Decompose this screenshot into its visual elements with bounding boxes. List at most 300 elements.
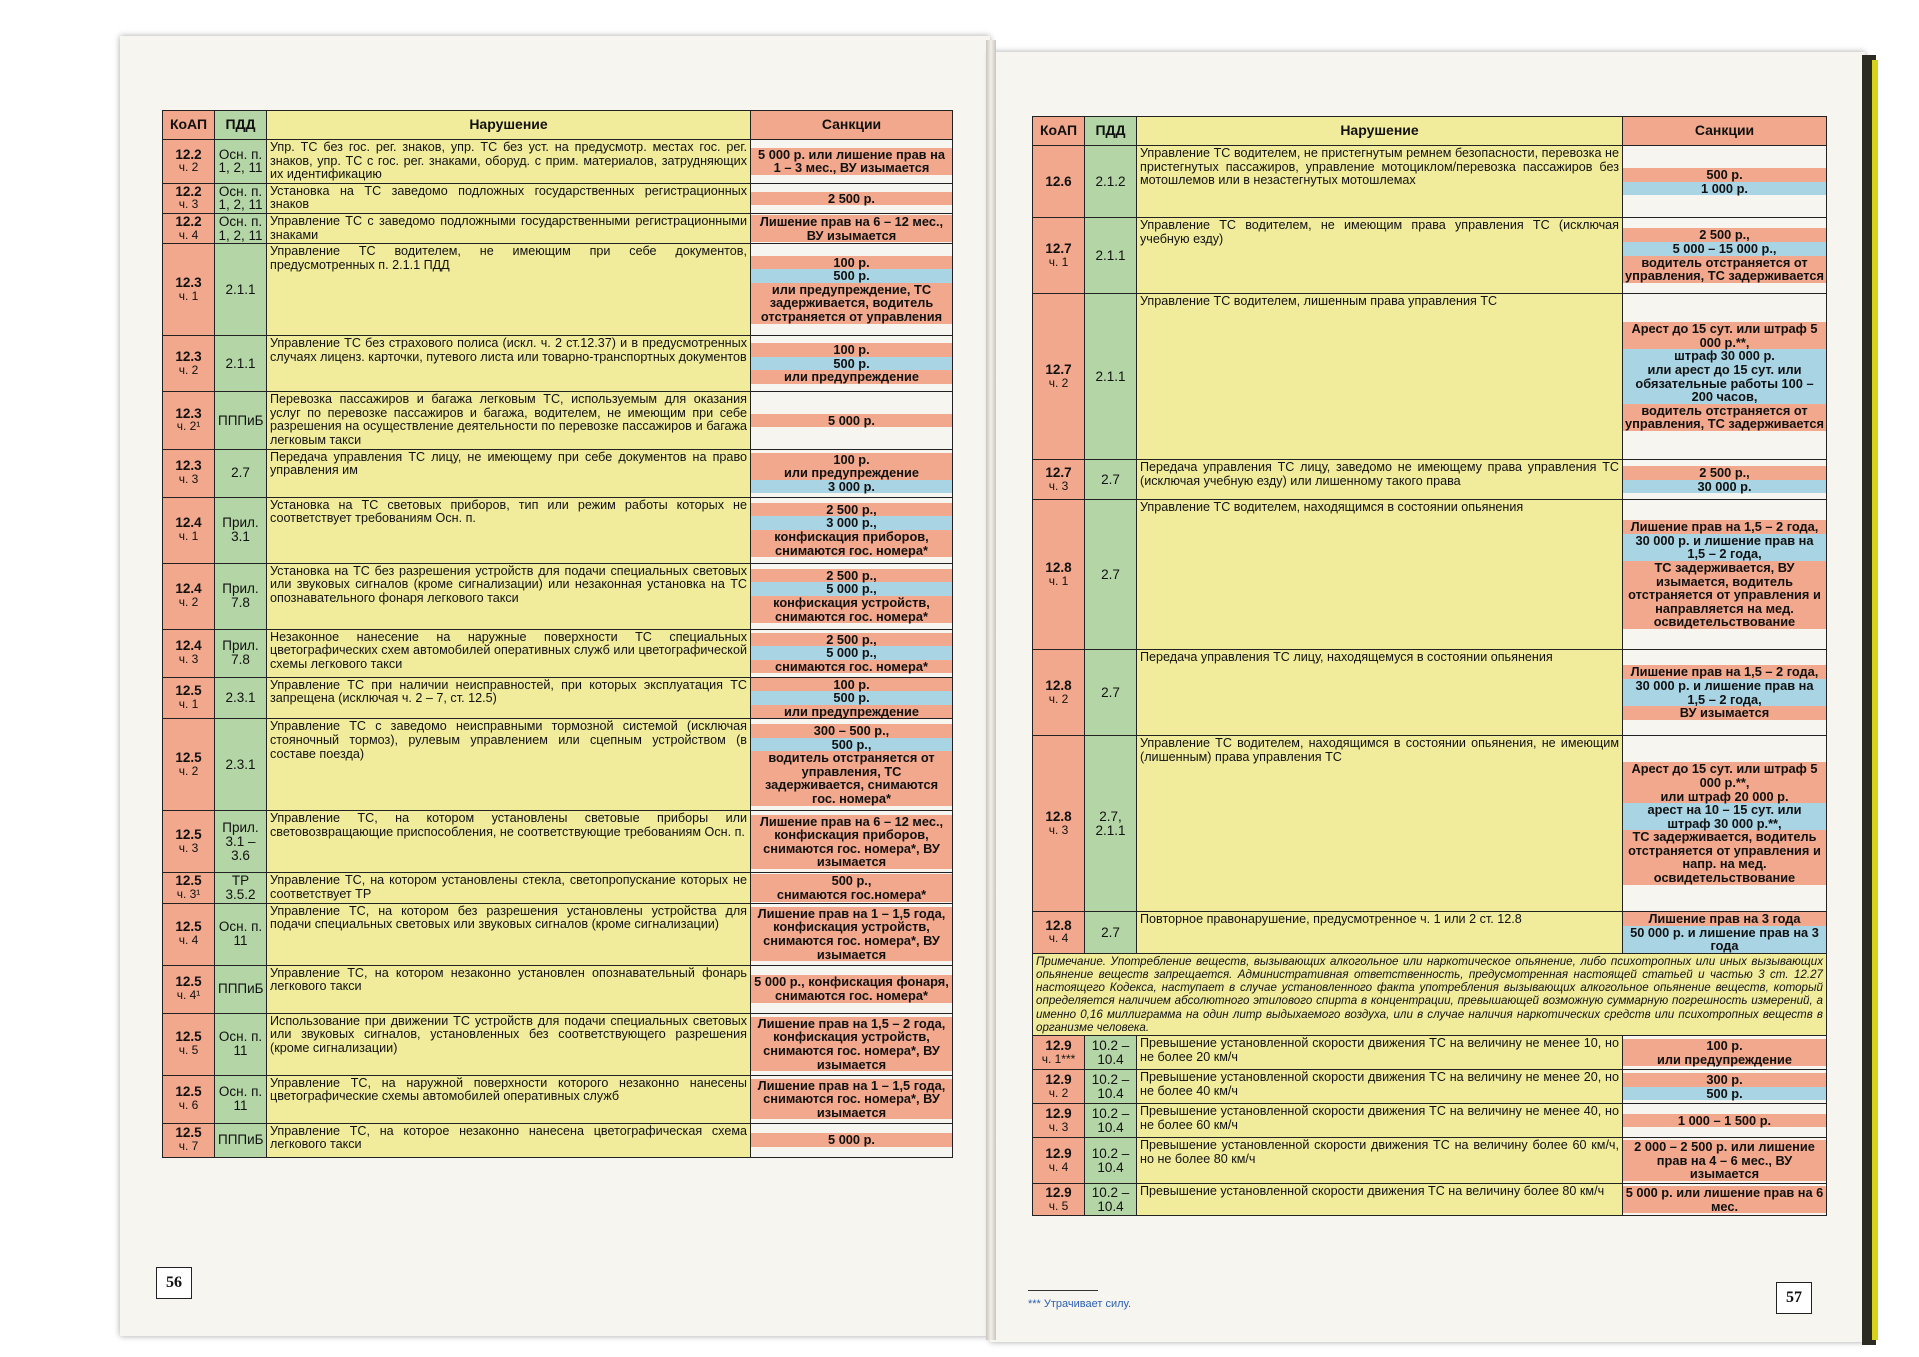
table-row — [1033, 912, 1827, 954]
sanctions-cell — [1623, 218, 1827, 294]
sanction-line: 3 000 р. — [751, 480, 952, 494]
article-number: 12.9 — [1045, 1145, 1072, 1161]
koap-article — [163, 965, 215, 1013]
sanctions-cell — [751, 629, 953, 677]
violation-text: Перевозка пассажиров и багажа легковым ТС, используемым для оказания услуг по перевозке пассажиров и багажа, водителем, не имеющим при себе разрешения на осуществление деятельности по перевозке пассажиров и багажа легковым такси — [267, 392, 751, 449]
sanctions-cell — [751, 183, 953, 213]
article-number: 12.8 — [1045, 677, 1072, 693]
sanctions-cell — [1623, 500, 1827, 650]
sanction-line: 2 500 р. — [751, 192, 952, 206]
sanctions-cell — [751, 1075, 953, 1123]
article-number: 12.3 — [175, 349, 202, 365]
table-row — [163, 244, 953, 336]
sanction-line: 1 000 – 1 500 р. — [1623, 1114, 1826, 1128]
violation-text: Повторное правонарушение, предусмотренное ч. 1 или 2 ст. 12.8 — [1137, 912, 1623, 954]
header-violation: Нарушение — [1137, 117, 1623, 146]
footnote: *** Утрачивает силу. — [1028, 1298, 1131, 1310]
article-part: ч. 1 — [178, 696, 199, 711]
pdd-rule: 2.7 — [1085, 460, 1137, 500]
sanction-line: 30 000 р. и лишение прав на 1,5 – 2 года, — [1623, 679, 1826, 706]
article-number: 12.5 — [175, 1125, 202, 1141]
koap-article — [1033, 460, 1085, 500]
article-number: 12.5 — [175, 919, 202, 935]
table-row — [1033, 146, 1827, 218]
table-row — [163, 563, 953, 629]
koap-article — [163, 873, 215, 903]
koap-article — [1033, 912, 1085, 954]
header-koap: КоАП — [163, 111, 215, 140]
sanction-line: ТС задерживается, ВУ изымается, водитель отстраняется от управления и направляется на мед. освидетельствование — [1623, 561, 1826, 629]
table-row — [1033, 1104, 1827, 1138]
sanctions-cell — [751, 497, 953, 563]
table-row — [1033, 294, 1827, 460]
article-number: 12.4 — [175, 638, 202, 654]
article-number: 12.5 — [175, 873, 202, 889]
table-row — [1033, 1036, 1827, 1070]
sanction-line: 2 500 р., — [1623, 228, 1826, 242]
header-sanctions: Санкции — [1623, 117, 1827, 146]
page-number-right: 57 — [1776, 1282, 1812, 1314]
pdd-rule: 2.1.2 — [1085, 146, 1137, 218]
koap-article — [1033, 1184, 1085, 1216]
sanction-line: или предупреждение — [751, 370, 952, 384]
sanction-line: или штраф 20 000 р. — [1623, 790, 1826, 804]
violation-text: Незаконное нанесение на наружные поверхности ТС специальных цветографических схем автомобилей оперативных служб или цветографической схемы легкового такси — [267, 629, 751, 677]
header-pdd: ПДД — [215, 111, 267, 140]
koap-article — [163, 1123, 215, 1157]
sanctions-cell — [751, 1123, 953, 1157]
koap-article — [163, 244, 215, 336]
article-number: 12.5 — [175, 827, 202, 843]
violation-text: Управление ТС, на которое незаконно нанесена цветографическая схема легкового такси — [267, 1123, 751, 1157]
table-row — [163, 1075, 953, 1123]
article-part: ч. 3 — [178, 652, 199, 667]
sanction-line: 300 – 500 р., — [751, 724, 952, 738]
sanction-line: конфискация приборов, снимаются гос. номера* — [751, 530, 952, 557]
koap-article — [1033, 500, 1085, 650]
sanction-line: 5 000 р. — [751, 1133, 952, 1147]
sanction-line: водитель отстраняется от управления, ТС задерживается — [1623, 404, 1826, 431]
koap-article — [163, 677, 215, 719]
article-part: ч. 2¹ — [176, 419, 201, 434]
table-header-row — [1033, 117, 1827, 146]
pdd-rule: ПППиБ — [215, 1123, 267, 1157]
violation-text: Управление ТС, на котором установлены световые приборы или световозвращающие приспособления, не соответствующие требованиям Осн. п. — [267, 811, 751, 873]
violation-text: Управление ТС, на котором без разрешения установлены устройства для подачи специальных световых или звуковых сигналов (кроме сигнализации) — [267, 903, 751, 965]
article-number: 12.6 — [1045, 173, 1072, 189]
sanctions-cell — [1623, 650, 1827, 736]
sanctions-cell — [751, 903, 953, 965]
violation-text: Управление ТС водителем, не пристегнутым ремнем безопасности, перевозка не пристегнутых пассажиров, управление мотоциклом/перевозка пассажиров без мотошлемов или в незастегнутых мотошлемах — [1137, 146, 1623, 218]
sanction-line: 30 000 р. и лишение прав на 1,5 – 2 года, — [1623, 534, 1826, 561]
article-number: 12.7 — [1045, 361, 1072, 377]
article-number: 12.5 — [175, 683, 202, 699]
sanction-line: 50 000 р. и лишение прав на 3 года — [1623, 926, 1826, 953]
sanction-line: 2 500 р., — [751, 633, 952, 647]
table-row — [163, 392, 953, 449]
pdd-rule: 2.3.1 — [215, 677, 267, 719]
sanction-line: 500 р. — [751, 269, 952, 283]
sanctions-cell — [751, 719, 953, 811]
sanctions-cell — [751, 336, 953, 392]
koap-article — [1033, 146, 1085, 218]
article-part: ч. 4 — [178, 227, 199, 242]
koap-article — [163, 392, 215, 449]
violation-text: Превышение установленной скорости движения ТС на величину более 60 км/ч, но не более 80 км/ч — [1137, 1138, 1623, 1184]
koap-article — [1033, 1036, 1085, 1070]
violation-text: Управление ТС водителем, лишенным права управления ТС — [1137, 294, 1623, 460]
article-part: ч. 6 — [178, 1098, 199, 1112]
violation-text: Управление ТС водителем, находящимся в состоянии опьянения, не имеющим (лишенным) права управления ТС — [1137, 736, 1623, 912]
sanction-line: Лишение прав на 6 – 12 мес., конфискация приборов, снимаются гос. номера*, ВУ изымается — [751, 815, 952, 869]
koap-article — [163, 213, 215, 243]
sanction-line: или предупреждение, ТС задерживается, водитель отстраняется от управления — [751, 283, 952, 324]
sanctions-cell — [1623, 1104, 1827, 1138]
pdd-rule: 2.7 — [1085, 912, 1137, 954]
table-row — [163, 140, 953, 184]
sanction-line: 5 000 р. — [751, 414, 952, 428]
violation-text: Установка на ТС световых приборов, тип или режим работы которых не соответствует требованиям Осн. п. — [267, 497, 751, 563]
article-part: ч. 4 — [1048, 931, 1069, 946]
sanction-line: Арест до 15 сут. или штраф 5 000 р.**, — [1623, 762, 1826, 789]
koap-article — [163, 719, 215, 811]
table-row — [163, 677, 953, 719]
article-number: 12.9 — [1045, 1105, 1072, 1121]
sanction-line: штраф 30 000 р. — [1623, 349, 1826, 363]
sanction-line: или арест до 15 сут. или обязательные работы 100 – 200 часов, — [1623, 363, 1826, 404]
note-section — [1033, 953, 1827, 1035]
pdd-rule: 10.2 – 10.4 — [1085, 1184, 1137, 1216]
article-number: 12.9 — [1045, 1184, 1072, 1200]
koap-article — [1033, 650, 1085, 736]
table-row — [1033, 218, 1827, 294]
violation-text: Управление ТС, на котором установлены стекла, светопропускание которых не соответствует ТР — [267, 873, 751, 903]
table-row — [1033, 1138, 1827, 1184]
violation-text: Управление ТС, на котором незаконно установлен опознавательный фонарь легкового такси — [267, 965, 751, 1013]
violation-text: Использование при движении ТС устройств для подачи специальных световых или звуковых сигналов, установленных без соответствующего разрешения (кроме сигнализации) — [267, 1013, 751, 1075]
pdd-rule: Осн. п. 1, 2, 11 — [215, 213, 267, 243]
article-number: 12.5 — [175, 750, 202, 766]
table-row — [163, 1013, 953, 1075]
pdd-rule: ПППиБ — [215, 392, 267, 449]
sanctions-cell — [751, 563, 953, 629]
pdd-rule: 2.7 — [1085, 650, 1137, 736]
koap-article — [163, 811, 215, 873]
sanction-line: или предупреждение — [751, 705, 952, 719]
sanction-line: 5 000 р., — [751, 582, 952, 596]
koap-article — [163, 563, 215, 629]
sanction-line: водитель отстраняется от управления, ТС задерживается, снимаются гос. номера* — [751, 751, 952, 805]
sanction-line: 500 р. — [751, 691, 952, 705]
article-part: ч. 1*** — [1041, 1051, 1076, 1066]
header-koap: КоАП — [1033, 117, 1085, 146]
koap-article — [163, 336, 215, 392]
article-number: 12.3 — [175, 405, 202, 421]
pdd-rule: ПППиБ — [215, 965, 267, 1013]
koap-article — [163, 629, 215, 677]
violation-text: Превышение установленной скорости движения ТС на величину не менее 40, но не более 60 км/ч — [1137, 1104, 1623, 1138]
sanction-line: снимаются гос.номера* — [751, 888, 952, 902]
book-spine — [986, 40, 996, 1340]
table-row — [163, 903, 953, 965]
violation-text: Передача управления ТС лицу, находящемуся в состоянии опьянения — [1137, 650, 1623, 736]
sanction-line: ВУ изымается — [1623, 706, 1826, 720]
article-part: ч. 1 — [178, 529, 199, 544]
sanction-line: 2 500 р., — [751, 503, 952, 517]
table-row — [163, 719, 953, 811]
sanction-line: 500 р. — [751, 357, 952, 371]
sanction-line: Лишение прав на 1,5 – 2 года, — [1623, 665, 1826, 679]
article-part: ч. 4 — [178, 933, 199, 947]
koap-article — [163, 140, 215, 184]
table-row — [163, 213, 953, 243]
sanction-line: Лишение прав на 1 – 1,5 года, снимаются гос. номера*, ВУ изымается — [751, 1079, 952, 1120]
sanctions-cell — [1623, 1070, 1827, 1104]
sanction-line: 5 000 р., — [751, 646, 952, 660]
pdd-rule: 2.1.1 — [215, 244, 267, 336]
pdd-rule: 2.3.1 — [215, 719, 267, 811]
koap-article — [1033, 1138, 1085, 1184]
sanction-line: Лишение прав на 6 – 12 мес., ВУ изымается — [751, 215, 952, 242]
table-row — [163, 629, 953, 677]
sanctions-cell — [751, 449, 953, 497]
sanctions-cell — [751, 140, 953, 184]
page-number-left: 56 — [156, 1267, 192, 1299]
article-part: ч. 2 — [1048, 375, 1069, 390]
sanction-line: или предупреждение — [751, 466, 952, 480]
article-number: 12.2 — [175, 146, 202, 162]
article-part: ч. 2 — [1048, 1085, 1069, 1100]
table-row — [163, 497, 953, 563]
sanction-line: 3 000 р., — [751, 516, 952, 530]
sanctions-cell — [1623, 1138, 1827, 1184]
article-part: ч. 3 — [178, 840, 199, 855]
article-number: 12.3 — [175, 275, 202, 291]
article-number: 12.3 — [175, 458, 202, 474]
article-part: ч. 3 — [178, 472, 199, 487]
violation-text: Установка на ТС без разрешения устройств для подачи специальных световых или звуковых сигналов (кроме сигнализации) или незаконная установка на ТС опознавательного фонаря легкового такси — [267, 563, 751, 629]
sanctions-cell — [751, 392, 953, 449]
article-part: ч. 2 — [178, 362, 199, 377]
sanction-line: 100 р. — [751, 256, 952, 270]
sanction-line: 2 500 р., — [751, 569, 952, 583]
article-number: 12.8 — [1045, 559, 1072, 575]
koap-article — [163, 183, 215, 213]
sanction-line: 30 000 р. — [1623, 480, 1826, 494]
sanction-line: Лишение прав на 1 – 1,5 года, конфискация устройств, снимаются гос. номера*, ВУ изымается — [751, 907, 952, 961]
pdd-rule: ТР 3.5.2 — [215, 873, 267, 903]
article-part: ч. 4 — [1048, 1159, 1069, 1174]
sanction-line: 500 р., — [751, 874, 952, 888]
sanction-line: 500 р. — [1623, 168, 1826, 182]
footnote-rule — [1028, 1290, 1098, 1291]
koap-article — [1033, 1104, 1085, 1138]
article-number: 12.9 — [1045, 1037, 1072, 1053]
note-row — [1033, 953, 1827, 1035]
violation-text: Управление ТС, на наружной поверхности которого незаконно нанесены цветографические схемы автомобилей оперативных служб — [267, 1075, 751, 1123]
sanction-line: Лишение прав на 3 года — [1623, 912, 1826, 926]
pdd-rule: Осн. п. 1, 2, 11 — [215, 183, 267, 213]
violation-text: Управление ТС без страхового полиса (искл. ч. 2 ст.12.37) и в предусмотренных случаях лиценз. карточки, путевого листа или товарно-транспортных документов — [267, 336, 751, 392]
right-fines-table — [1032, 116, 1827, 1216]
pdd-rule: Осн. п. 1, 2, 11 — [215, 140, 267, 184]
left-fines-table — [162, 110, 953, 1158]
pdd-rule: 10.2 – 10.4 — [1085, 1070, 1137, 1104]
sanction-line: 300 р. — [1623, 1073, 1826, 1087]
sanctions-cell — [751, 677, 953, 719]
table-row — [1033, 736, 1827, 912]
article-number: 12.2 — [175, 183, 202, 199]
table-row — [1033, 460, 1827, 500]
table-row — [163, 183, 953, 213]
article-part: ч. 3 — [1048, 1119, 1069, 1134]
sanction-line: 500 р., — [751, 738, 952, 752]
article-part: ч. 5 — [1048, 1198, 1069, 1213]
article-part: ч. 1 — [1048, 254, 1069, 269]
article-number: 12.9 — [1045, 1071, 1072, 1087]
speeding-table-body — [1033, 1036, 1827, 1216]
article-part: ч. 1 — [178, 288, 199, 303]
article-part: ч. 1 — [1048, 573, 1069, 588]
violation-text: Управление ТС водителем, находящимся в состоянии опьянения — [1137, 500, 1623, 650]
article-part: ч. 2 — [178, 160, 199, 175]
article-number: 12.2 — [175, 213, 202, 229]
sanctions-cell — [751, 873, 953, 903]
sanctions-cell — [751, 213, 953, 243]
pdd-rule: Прил. 3.1 – 3.6 — [215, 811, 267, 873]
table-header-row — [163, 111, 953, 140]
violation-text: Передача управления ТС лицу, заведомо не имеющему права управления ТС (исключая учебную езду) или лишенному такого права — [1137, 460, 1623, 500]
sanctions-cell — [1623, 460, 1827, 500]
sanctions-cell — [1623, 1184, 1827, 1216]
pdd-rule: 2.1.1 — [1085, 218, 1137, 294]
koap-article — [1033, 218, 1085, 294]
left-table-body — [163, 140, 953, 1158]
pdd-rule: Прил. 7.8 — [215, 563, 267, 629]
article-number: 12.5 — [175, 1029, 202, 1045]
violation-text: Превышение установленной скорости движения ТС на величину не менее 20, но не более 40 км/ч — [1137, 1070, 1623, 1104]
sanctions-cell — [751, 811, 953, 873]
sanction-line: Лишение прав на 1,5 – 2 года, — [1623, 520, 1826, 534]
sanction-line: ТС задерживается, водитель отстраняется от управления и напр. на мед. освидетельствование — [1623, 830, 1826, 884]
article-number: 12.7 — [1045, 464, 1072, 480]
sanctions-cell — [1623, 294, 1827, 460]
sanction-line: 2 000 – 2 500 р. или лишение прав на 4 – 6 мес., ВУ изымается — [1623, 1140, 1826, 1181]
article-part: ч. 7 — [178, 1139, 199, 1153]
article-part: ч. 2 — [178, 763, 199, 778]
violation-text: Управление ТС с заведомо подложными государственными регистрационными знаками — [267, 213, 751, 243]
sanctions-cell — [1623, 146, 1827, 218]
sanction-line: конфискация устройств, снимаются гос. номера* — [751, 596, 952, 623]
sanction-line: 100 р. — [751, 453, 952, 467]
article-part: ч. 3 — [1048, 822, 1069, 837]
article-part: ч. 2 — [1048, 691, 1069, 706]
pdd-rule: 2.1.1 — [1085, 294, 1137, 460]
pdd-rule: Прил. 7.8 — [215, 629, 267, 677]
sanctions-cell — [751, 244, 953, 336]
sanction-line: 500 р. — [1623, 1087, 1826, 1101]
violation-text: Упр. ТС без гос. рег. знаков, упр. ТС без уст. на предусмотр. местах гос. рег. знаков, упр. ТС с гос. рег. знаками, оборуд. с прим. материалов, затрудняющих их идентификацию — [267, 140, 751, 184]
table-row — [163, 873, 953, 903]
sanctions-cell — [1623, 912, 1827, 954]
koap-article — [1033, 1070, 1085, 1104]
article-part: ч. 3¹ — [176, 886, 201, 901]
sanction-line: снимаются гос. номера* — [751, 660, 952, 674]
violation-text: Управление ТС водителем, не имеющим права управления ТС (исключая учебную езду) — [1137, 218, 1623, 294]
sanction-line: 5 000 р. или лишение прав на 6 мес. — [1623, 1186, 1826, 1213]
violation-text: Управление ТС при наличии неисправностей, при которых эксплуатация ТС запрещена (исключая ч. 2 – 7, ст. 12.5) — [267, 677, 751, 719]
table-row — [163, 336, 953, 392]
koap-article — [163, 497, 215, 563]
header-sanctions: Санкции — [751, 111, 953, 140]
article-part: ч. 2 — [178, 595, 199, 610]
koap-article — [163, 1075, 215, 1123]
sanction-line: арест на 10 – 15 сут. или штраф 30 000 р.**, — [1623, 803, 1826, 830]
article-number: 12.4 — [175, 581, 202, 597]
pdd-rule: 10.2 – 10.4 — [1085, 1104, 1137, 1138]
table-row — [163, 965, 953, 1013]
pdd-rule: Прил. 3.1 — [215, 497, 267, 563]
article-number: 12.8 — [1045, 917, 1072, 933]
table-row — [1033, 650, 1827, 736]
pdd-rule: Осн. п. 11 — [215, 1075, 267, 1123]
note-text: Примечание. Употребление веществ, вызывающих алкогольное или наркотическое опьянение, либо психотропных или иных вызывающих опьянение веществ запрещается. Административная ответственность, предусмотренная настоящей статьей и частью 3 ст. 12.27 настоящего Кодекса, наступает в случае установленного факта употребления вызывающих алкогольное опьянение веществ, который определяется наличием абсолютного этилового спирта в концентрации, превышающей возможную суммарную погрешность измерений, а именно 0,16 миллиграмма на один литр выдыхаемого воздуха, или в случае наличия наркотических средств или психотропных веществ в организме человека. — [1033, 953, 1827, 1035]
koap-article — [163, 1013, 215, 1075]
table-row — [1033, 1070, 1827, 1104]
article-number: 12.8 — [1045, 808, 1072, 824]
table-row — [163, 449, 953, 497]
sanction-line: Лишение прав на 1,5 – 2 года, конфискация устройств, снимаются гос. номера*, ВУ изымается — [751, 1017, 952, 1071]
violation-text: Управление ТС с заведомо неисправными тормозной системой (исключая стояночный тормоз), рулевым управлением или сцепным устройством (в составе поезда) — [267, 719, 751, 811]
pdd-rule: 2.7 — [1085, 500, 1137, 650]
pdd-rule: 2.7, 2.1.1 — [1085, 736, 1137, 912]
cover-edge-accent — [1872, 60, 1878, 1340]
table-row — [163, 1123, 953, 1157]
article-number: 12.5 — [175, 1084, 202, 1100]
table-row — [1033, 500, 1827, 650]
article-part: ч. 5 — [178, 1043, 199, 1057]
sanction-line: 100 р. — [751, 343, 952, 357]
koap-article — [1033, 294, 1085, 460]
header-violation: Нарушение — [267, 111, 751, 140]
pdd-rule: 10.2 – 10.4 — [1085, 1036, 1137, 1070]
sanction-line: 1 000 р. — [1623, 182, 1826, 196]
sanction-line: Арест до 15 сут. или штраф 5 000 р.**, — [1623, 322, 1826, 349]
koap-article — [163, 903, 215, 965]
sanction-line: или предупреждение — [1623, 1053, 1826, 1067]
sanction-line: 2 500 р., — [1623, 466, 1826, 480]
pdd-rule: 2.1.1 — [215, 336, 267, 392]
article-number: 12.7 — [1045, 240, 1072, 256]
sanctions-cell — [1623, 1036, 1827, 1070]
article-part: ч. 4¹ — [176, 988, 201, 1002]
sanction-line: 5 000 р., конфискация фонаря, снимаются гос. номера* — [751, 975, 952, 1002]
pdd-rule: Осн. п. 11 — [215, 903, 267, 965]
right-table-body — [1033, 146, 1827, 954]
violation-text: Передача управления ТС лицу, не имеющему при себе документов на право управления им — [267, 449, 751, 497]
violation-text: Управление ТС водителем, не имеющим при себе документов, предусмотренных п. 2.1.1 ПДД — [267, 244, 751, 336]
violation-text: Установка на ТС заведомо подложных государственных регистрационных знаков — [267, 183, 751, 213]
sanctions-cell — [1623, 736, 1827, 912]
sanction-line: 5 000 р. или лишение прав на 1 – 3 мес., ВУ изымается — [751, 148, 952, 175]
sanction-line: 100 р. — [1623, 1039, 1826, 1053]
article-part: ч. 3 — [178, 197, 199, 212]
article-number: 12.4 — [175, 515, 202, 531]
sanction-line: 100 р. — [751, 678, 952, 692]
table-row — [1033, 1184, 1827, 1216]
table-row — [163, 811, 953, 873]
sanction-line: 5 000 – 15 000 р., — [1623, 242, 1826, 256]
